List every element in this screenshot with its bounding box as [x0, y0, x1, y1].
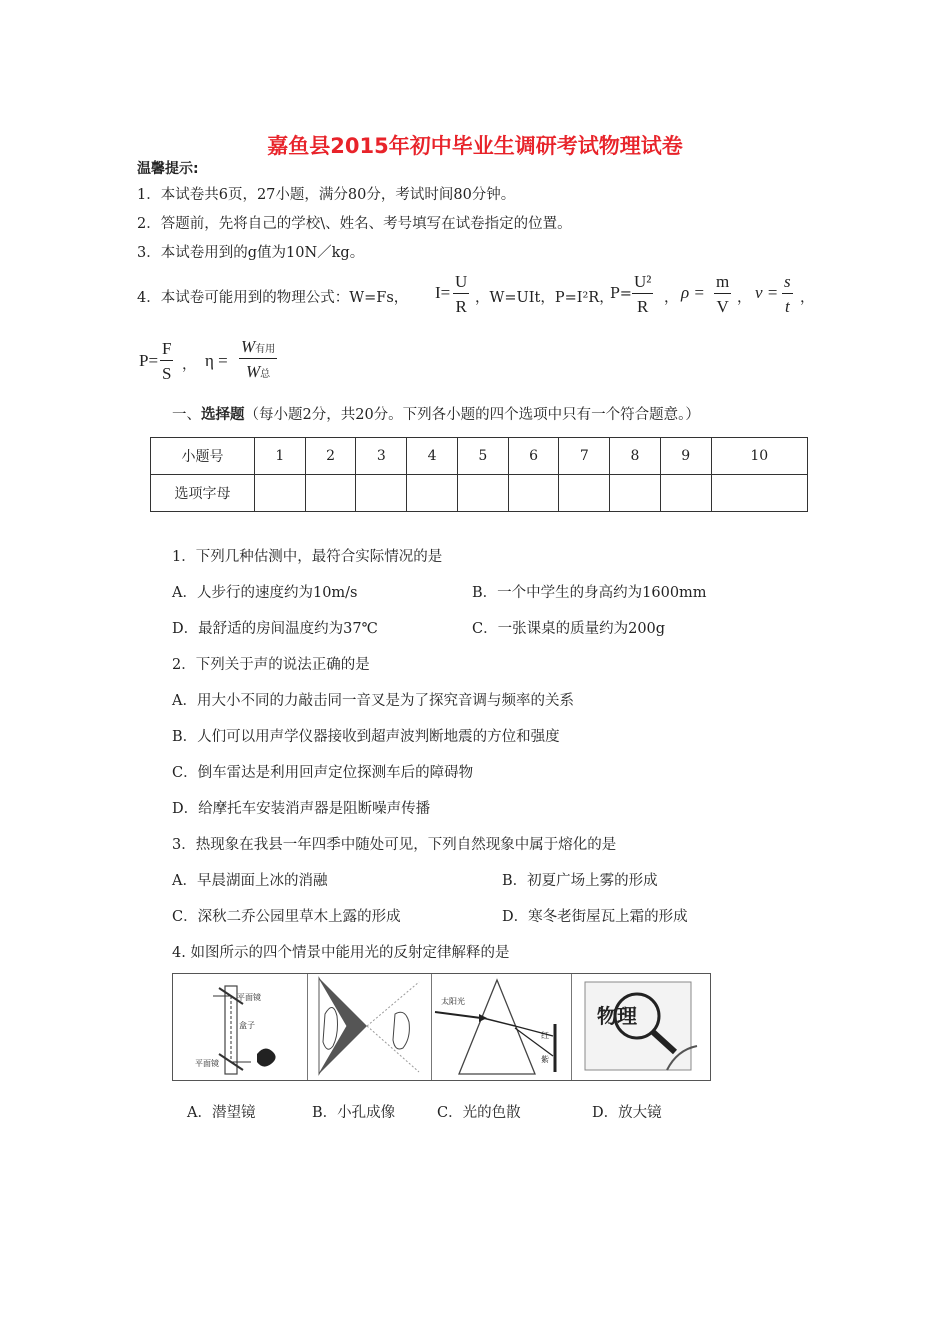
separator: ，: [737, 290, 752, 306]
tip-item-4-prefix: 4．本试卷可能用到的物理公式：W=Fs，: [137, 290, 409, 306]
question-stem: 3．热现象在我县一年四季中随处可见，下列自然现象中属于熔化的是: [172, 837, 617, 853]
figure-panel-prism: 太阳光 红 紫: [431, 974, 572, 1080]
tip-item: 2．答题前，先将自己的学校\、姓名、考号填写在试卷指定的位置。: [137, 216, 572, 232]
question-option: B．初夏广场上雾的形成: [502, 873, 658, 889]
question-option: B．小孔成像: [312, 1105, 396, 1121]
question-number-cell: 7: [559, 438, 610, 475]
question-option: B．一个中学生的身高约为1600mm: [472, 585, 707, 601]
optics-figure: [172, 973, 711, 1081]
formula-P-label: P=: [610, 286, 632, 302]
answer-cell[interactable]: [508, 475, 559, 512]
tip-item: 1．本试卷共6页，27小题，满分80分，考试时间80分钟。: [137, 187, 516, 203]
formula-P2-fraction: F S: [162, 339, 172, 383]
question-option: A．潜望镜: [187, 1105, 256, 1121]
tip-item: 3．本试卷用到的g值为10N／kg。: [137, 245, 365, 261]
question-option: D．寒冬老街屋瓦上霜的形成: [502, 909, 688, 925]
table-row: [151, 475, 808, 512]
answer-cell[interactable]: [457, 475, 508, 512]
question-number-cell: 3: [356, 438, 407, 475]
answer-cell[interactable]: [407, 475, 458, 512]
question-option: C．倒车雷达是利用回声定位探测车后的障碍物: [172, 765, 474, 781]
question-option: A．用大小不同的力敲击同一音叉是为了探究音调与频率的关系: [172, 693, 574, 709]
formula-I-fraction: U R: [455, 272, 468, 316]
question-stem: 2．下列关于声的说法正确的是: [172, 657, 370, 673]
answer-cell[interactable]: [559, 475, 610, 512]
formula-eta-label: η =: [205, 351, 228, 370]
separator: ，: [800, 290, 815, 306]
question-option: A．早晨湖面上冰的消融: [172, 873, 328, 889]
magnified-text: 物理: [597, 1004, 637, 1028]
question-number-cell: 8: [610, 438, 661, 475]
answer-table: [150, 437, 808, 512]
formula-P-fraction: U² R: [634, 272, 652, 316]
formula-rho-fraction: m V: [716, 272, 730, 316]
question-number-cell: 4: [407, 438, 458, 475]
formula-rho-label: ρ =: [681, 283, 705, 302]
separator: ，: [664, 290, 679, 306]
formula-v-fraction: s t: [784, 272, 791, 316]
question-option: C．光的色散: [437, 1105, 521, 1121]
figure-panel-magnifier: [571, 974, 710, 1080]
question-option: D．放大镜: [592, 1105, 662, 1121]
formula-v-label: v =: [755, 283, 779, 302]
formula-eta-fraction: W有用 W总: [241, 337, 276, 381]
section-heading: 一、选择题（每小题2分，共20分。下列各小题的四个选项中只有一个符合题意。）: [172, 406, 700, 423]
question-stem: 4. 如图所示的四个情景中能用光的反射定律解释的是: [172, 945, 510, 961]
magnifier-drawing: [571, 974, 710, 1080]
question-option: B．人们可以用声学仪器接收到超声波判断地震的方位和强度: [172, 729, 560, 745]
question-number-cell: 10: [711, 438, 807, 475]
question-option: D．最舒适的房间温度约为37℃: [172, 621, 378, 637]
answer-cell[interactable]: [610, 475, 661, 512]
question-option: D．给摩托车安装消声器是阻断噪声传播: [172, 801, 431, 817]
figure-panel-pinhole: [307, 974, 432, 1080]
question-option: C．深秋二乔公园里草木上露的形成: [172, 909, 401, 925]
pinhole-drawing: [307, 974, 431, 1080]
figure-panel-periscope: 平面镜 盒子 平面镜: [173, 974, 308, 1080]
answer-cell[interactable]: [711, 475, 807, 512]
tips-heading: 温馨提示:: [137, 161, 199, 177]
answer-cell[interactable]: [660, 475, 711, 512]
question-number-cell: 2: [305, 438, 356, 475]
separator: ，: [182, 357, 197, 373]
answer-cell[interactable]: [255, 475, 306, 512]
answer-cell[interactable]: [305, 475, 356, 512]
question-number-cell: 9: [660, 438, 711, 475]
question-stem: 1．下列几种估测中，最符合实际情况的是: [172, 549, 443, 565]
formula-P2-label: P=: [139, 351, 159, 370]
question-option: A．人步行的速度约为10m/s: [172, 585, 358, 601]
question-number-cell: 1: [255, 438, 306, 475]
prism-drawing: [431, 974, 571, 1080]
formula-I-label: I=: [435, 283, 451, 302]
question-option: C．一张课桌的质量约为200g: [472, 621, 666, 637]
table-header-cell: 选项字母: [151, 475, 255, 512]
formula-W-text: ，W=UIt，P=I²R，: [475, 290, 614, 306]
question-number-cell: 6: [508, 438, 559, 475]
question-number-cell: 5: [457, 438, 508, 475]
table-header-cell: 小题号: [151, 438, 255, 475]
page-title: 嘉鱼县2015年初中毕业生调研考试物理试卷: [267, 134, 683, 158]
table-row: [151, 438, 808, 475]
answer-cell[interactable]: [356, 475, 407, 512]
